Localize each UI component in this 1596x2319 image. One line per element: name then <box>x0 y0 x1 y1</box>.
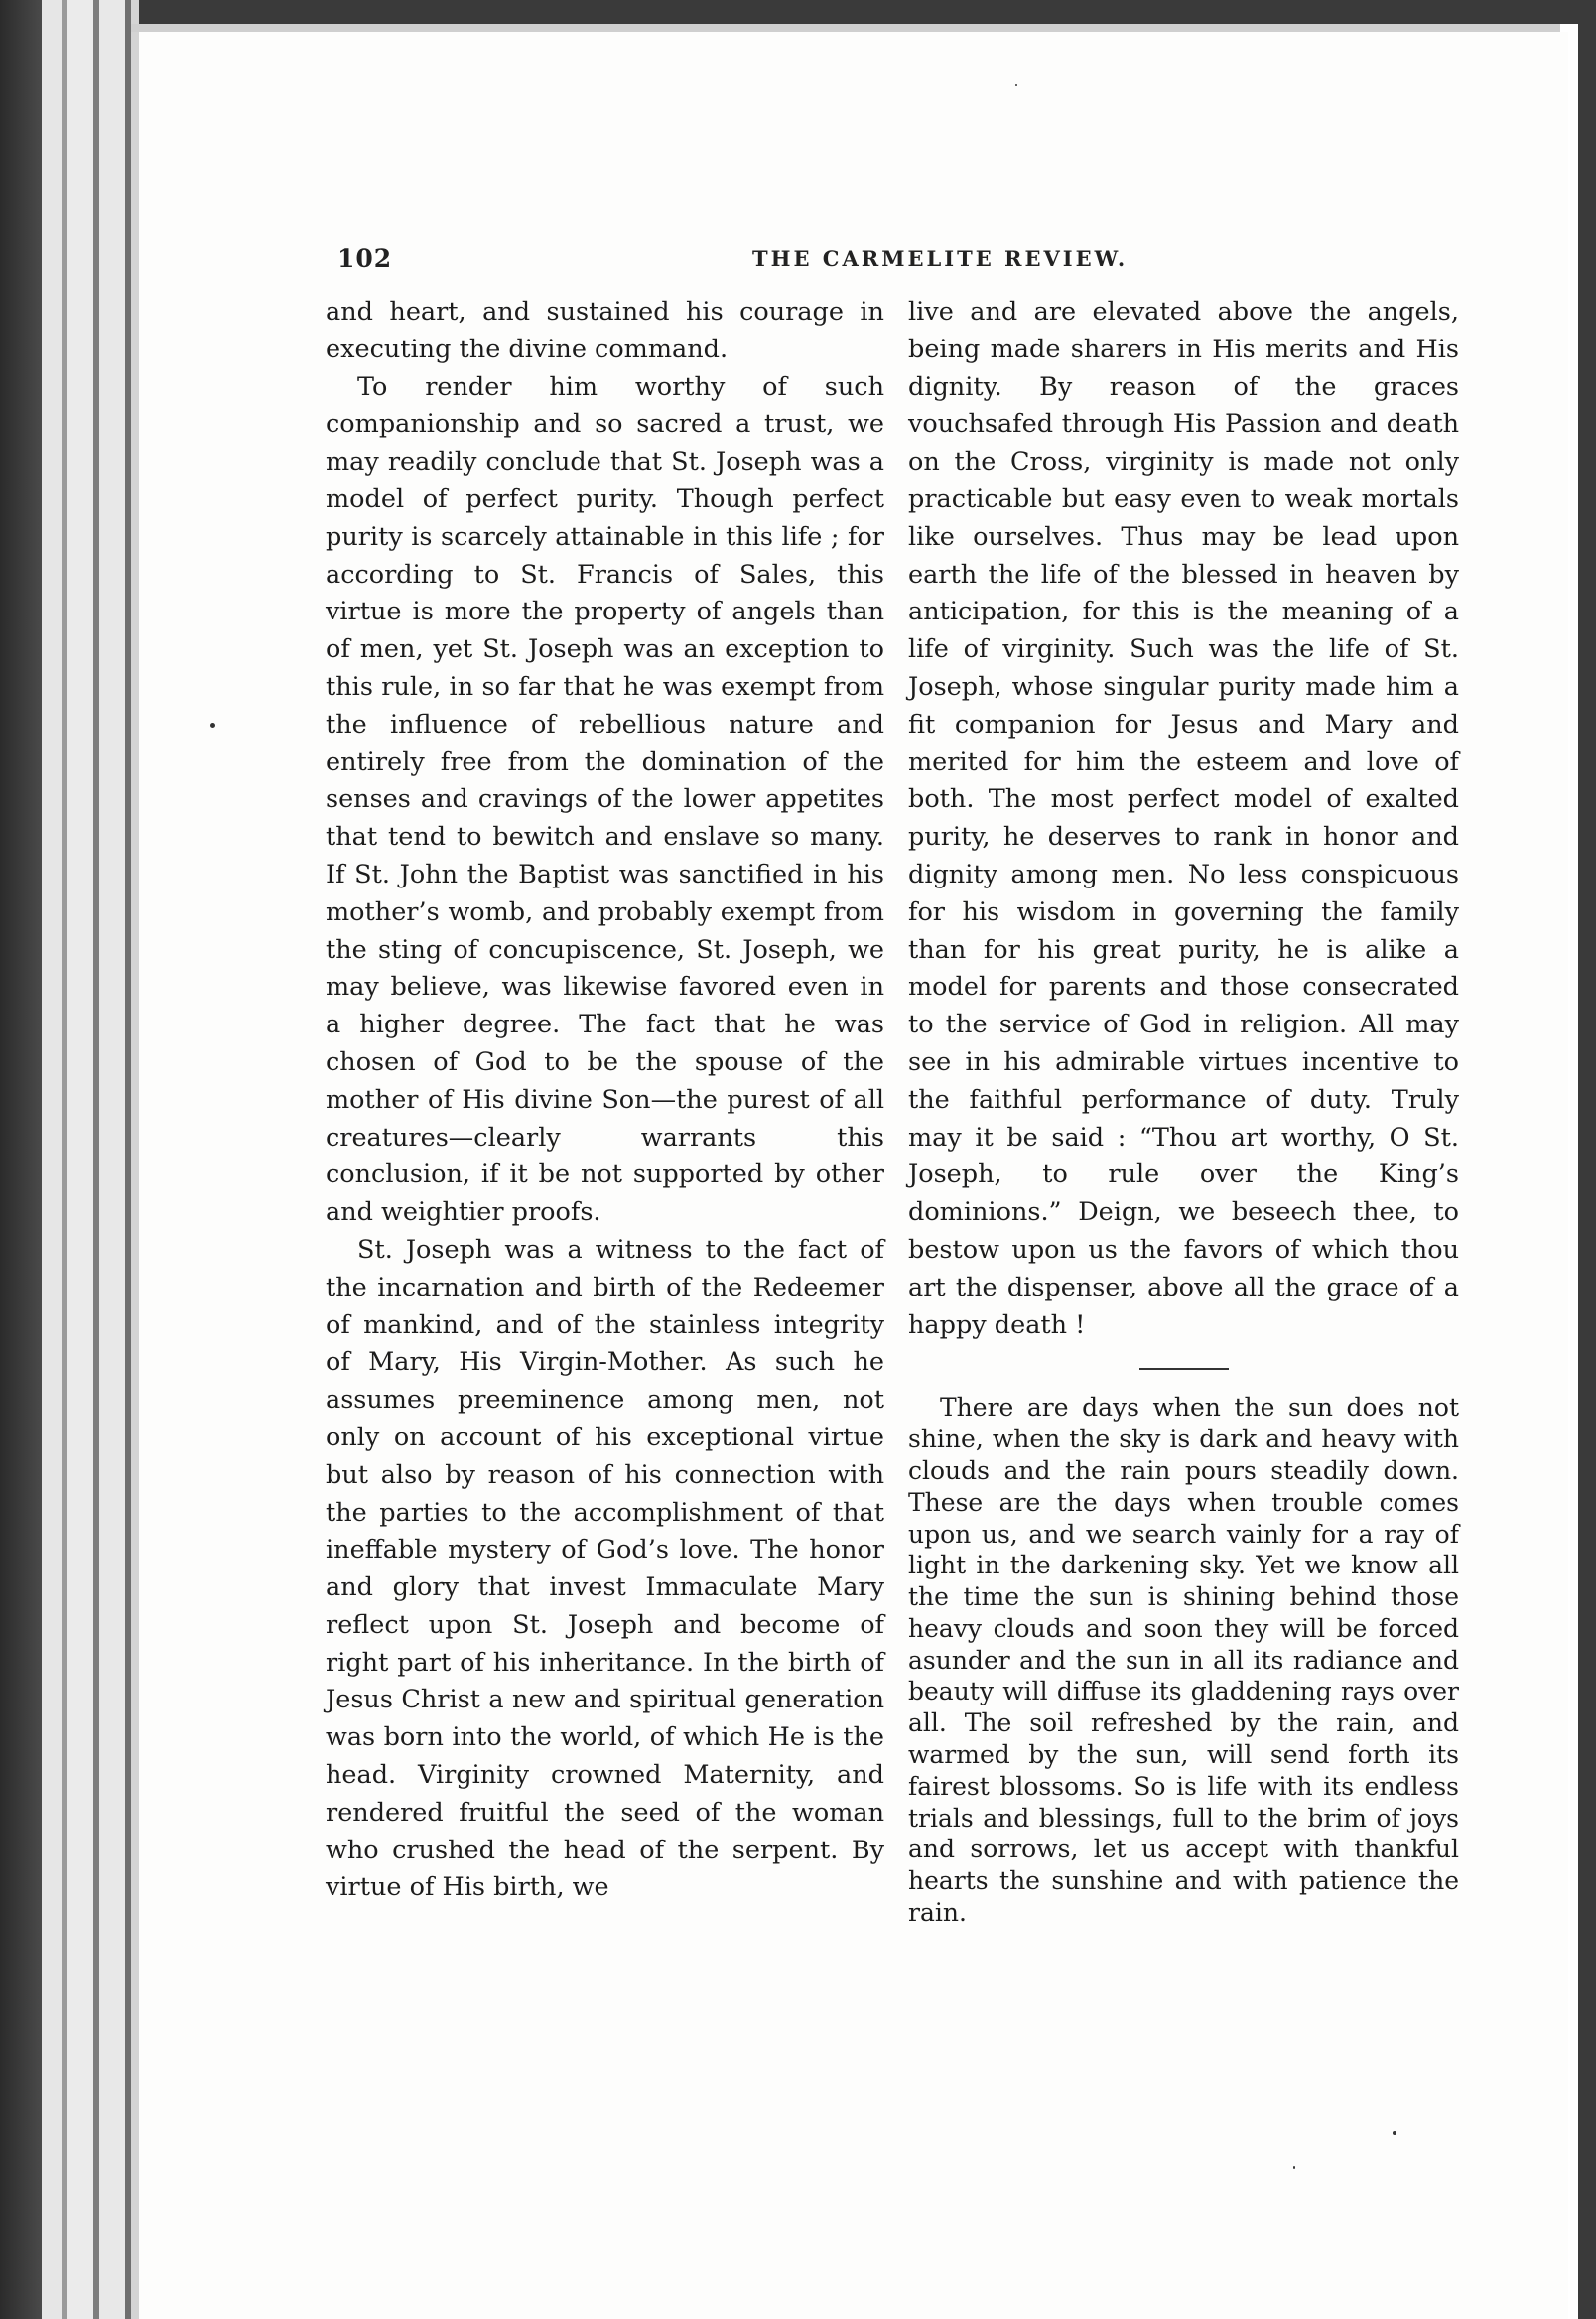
page-edge <box>99 0 125 2319</box>
scanner-border-right <box>1578 0 1596 2319</box>
page-number: 102 <box>337 244 393 273</box>
running-title: THE CARMELITE REVIEW. <box>752 246 1129 271</box>
scanner-border-left <box>0 0 42 2319</box>
page-edge <box>42 0 62 2319</box>
scan-speck <box>210 723 215 728</box>
page-edge <box>67 0 93 2319</box>
page-header <box>337 244 1454 284</box>
scanner-border-top <box>0 0 1596 24</box>
closing-paragraph: There are days when the sun does not shine, when the sky is dark and heavy with clouds and the rain pours steadily down. These are the days when trouble comes upon us, and we search vainly for a ray of light in the darkening sky. Yet we know all the time the sun is shining behind those heavy clouds and soon they will be forced asunder and the sun in all its radiance and beauty will diffuse its gladdening rays over all. The soil refreshed by the rain, and warmed by the sun, will send forth its fairest blossoms. So is life with its endless trials and blessings, full to the brim of joys and sorrows, let us accept with thankful hearts the sunshine and with patience the rain. <box>908 1393 1459 1928</box>
paragraph: St. Joseph was a witness to the fact of the incarnation and birth of the Redeemer of mankind, and of the stainless integrity of Mary, His Virgin-Mother. As such he assumes preeminence among men, not only on account of his exceptional virtue but also by reason of his connection with the parties to the accomplishment of that ineffable mystery of God’s love. The honor and glory that invest Immaculate Mary reflect upon St. Joseph and become of right part of his inheritance. In the birth of Jesus Christ a new and spiritual generation was born into the world, of which He is the head. Virginity crowned Maternity, and rendered fruitful the seed of the woman who crushed the head of the serpent. By virtue of His birth, we <box>326 1234 884 1903</box>
scan-speck <box>1393 2131 1396 2135</box>
left-column <box>326 294 884 1907</box>
section-divider <box>1139 1368 1229 1370</box>
page-edge <box>131 0 139 2319</box>
page-shadow <box>131 24 1560 32</box>
paragraph: and heart, and sustained his courage in executing the divine command. <box>326 297 884 364</box>
scan-speck <box>1015 84 1017 86</box>
right-column <box>908 294 1459 1929</box>
paragraph: live and are elevated above the angels, being made sharers in His merits and His dignity. By reason of the graces vouchsafed through His Passion and death on the Cross, virginity is made not only practicable but easy even to weak mortals like ourselves. Thus may be lead upon earth the life of the blessed in heaven by anticipation, for this is the meaning of a life of virginity. Such was the life of St. Joseph, whose singular purity made him a fit companion for Jesus and Mary and merited for him the esteem and love of both. The most perfect model of exalted purity, he deserves to rank in honor and dignity among men. No less conspicuous for his wisdom in governing the family than for his great purity, he is alike a model for parents and those consecrated to the service of God in religion. All may see in his admirable virtues incentive to the faithful performance of duty. Truly may it be said : “Thou art worthy, O St. Joseph, to rule over the King’s dominions.” Deign, we beseech thee, to bestow upon us the favors of which thou art the dispenser, above all the grace of a happy death ! <box>908 297 1459 1340</box>
paragraph: To render him worthy of such companionship and so sacred a trust, we may readily conclude that St. Joseph was a model of perfect purity. Though perfect purity is scarcely attainable in this life ; for according to St. Francis of Sales, this virtue is more the property of angels than of men, yet St. Joseph was an exception to this rule, in so far that he was exempt from the influence of rebellious nature and entirely free from the domination of the senses and cravings of the lower appetites that tend to bewitch and enslave so many. If St. John the Baptist was sanctified in his mother’s womb, and probably exempt from the sting of concupiscence, St. Joseph, we may believe, was likewise favored even in a higher degree. The fact that he was chosen of God to be the spouse of the mother of His divine Son—the purest of all creatures—clearly warrants this conclusion, if it be not supported by other and weightier proofs. <box>326 371 884 1228</box>
scan-speck <box>1293 2166 1295 2169</box>
